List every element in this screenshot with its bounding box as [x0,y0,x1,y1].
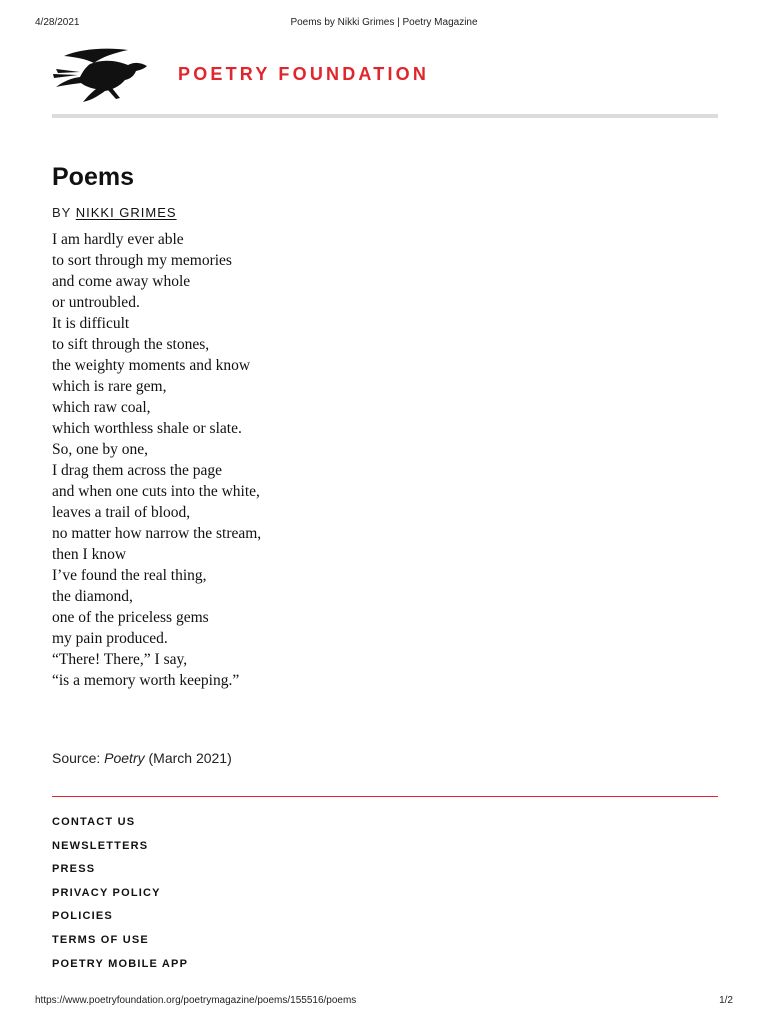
poem-line: or untroubled. [52,294,140,311]
poem-line: then I know [52,546,127,563]
print-url: https://www.poetryfoundation.org/poetrymagazine/poems/155516/poems [35,995,357,1006]
poem-line: my pain produced. [52,630,168,647]
poem-line: no matter how narrow the stream, [52,525,262,542]
source-publication: Poetry [104,750,145,766]
footer-link[interactable]: PRIVACY POLICY [52,886,161,899]
poem-line: which worthless shale or slate. [52,420,242,437]
poem-line: “is a memory worth keeping.” [52,672,240,689]
poem-line: and when one cuts into the white, [52,483,260,500]
poem-title: Poems [52,163,134,191]
header-divider [52,114,718,118]
poem-line: “There! There,” I say, [52,651,188,668]
poem-body [52,229,261,691]
byline [52,205,177,220]
brand-name[interactable]: POETRY FOUNDATION [178,64,430,84]
footer-link[interactable]: PRESS [52,863,96,876]
poem-line: the weighty moments and know [52,357,251,374]
print-page-title: Poems by Nikki Grimes | Poetry Magazine [290,17,478,28]
footer-link[interactable]: CONTACT US [52,816,136,828]
print-header [0,17,768,31]
source-citation [52,750,232,766]
poem-line: and come away whole [52,273,191,290]
poem-line: which raw coal, [52,399,151,416]
author-link[interactable]: NIKKI GRIMES [75,205,177,220]
poem-line: I am hardly ever able [52,231,184,248]
poem-line: to sift through the stones, [52,336,210,353]
poem-line: It is difficult [52,315,130,332]
footer-divider [52,796,718,797]
pegasus-icon[interactable] [50,44,152,104]
print-date: 4/28/2021 [35,17,80,28]
footer-link[interactable]: POETRY MOBILE APP [52,957,189,970]
source-label: Source: [52,750,101,766]
footer-links [52,816,188,981]
by-label: BY [52,205,72,220]
poem-line: I’ve found the real thing, [52,567,207,584]
poem-line: one of the priceless gems [52,609,209,626]
poem-line: I drag them across the page [52,462,223,479]
footer-link[interactable]: NEWSLETTERS [52,839,149,852]
poem-line: leaves a trail of blood, [52,504,191,521]
footer-link[interactable]: TERMS OF USE [52,933,149,946]
print-page-number: 1/2 [719,995,733,1006]
poem-line: the diamond, [52,588,133,605]
poem-line: So, one by one, [52,441,149,458]
poem-line: which is rare gem, [52,378,167,395]
footer-link[interactable]: POLICIES [52,910,113,923]
source-date: (March 2021) [148,750,232,766]
poem-line: to sort through my memories [52,252,232,269]
